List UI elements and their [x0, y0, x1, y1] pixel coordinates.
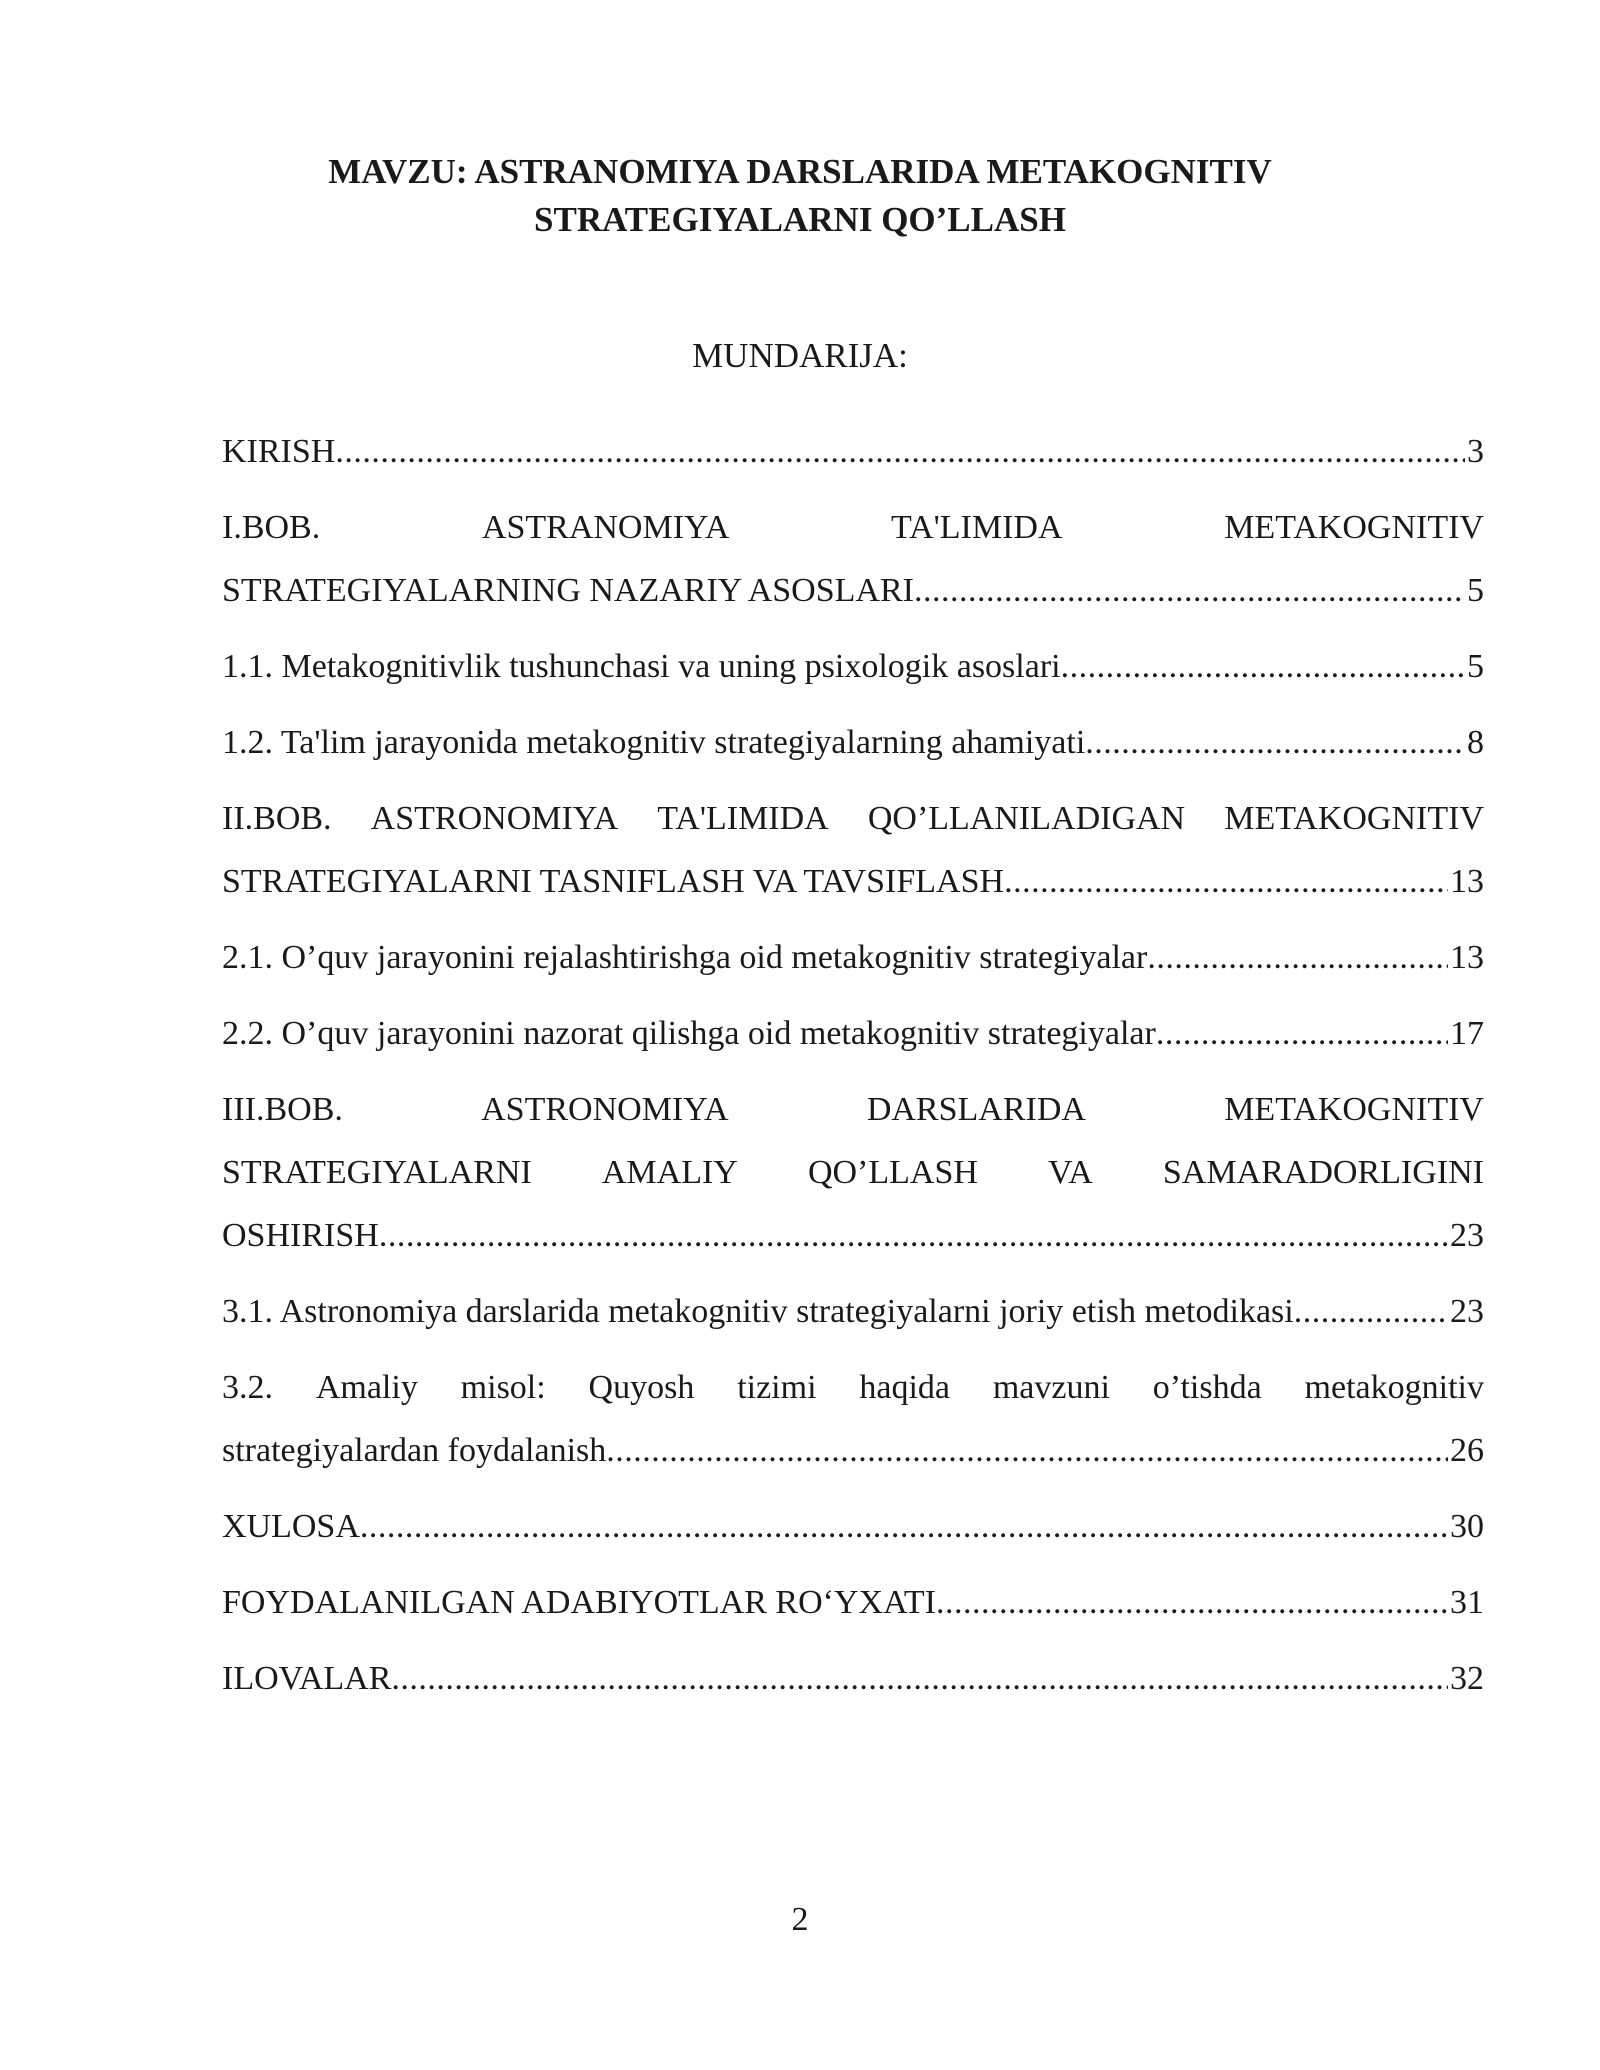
toc-entry-text: 1.2. Ta'lim jarayonida metakognitiv strategiyalarning ahamiyati: [222, 724, 1086, 761]
toc-entry-2-2: [222, 1002, 1484, 1065]
toc-heading: MUNDARIJA:: [692, 336, 908, 375]
toc-word: STRATEGIYALARNI: [222, 1154, 532, 1191]
toc-word: QO’LLASH: [807, 1154, 978, 1191]
toc-leader-dots: [914, 559, 1465, 622]
toc-page-number: 30: [1450, 1508, 1484, 1545]
toc-leader-dots: [360, 1495, 1448, 1558]
toc-word: TA'LIMIDA: [891, 509, 1063, 546]
toc-page-number: 23: [1450, 1293, 1484, 1330]
toc-word: o’tishda: [1152, 1369, 1262, 1406]
toc-entry-adabiyotlar: [222, 1571, 1484, 1634]
toc-entry-text: FOYDALANILGAN ADABIYOTLAR RO‘YXATI: [222, 1584, 936, 1621]
toc-entry-line: [222, 1078, 1484, 1141]
toc-word: VA: [1048, 1154, 1093, 1191]
toc-entry-bob3: [222, 1078, 1484, 1267]
toc-page-number: 5: [1467, 648, 1484, 685]
toc-entry-text: strategiyalardan foydalanish: [222, 1432, 607, 1469]
toc-entry-text: STRATEGIYALARNING NAZARIY ASOSLARI: [222, 572, 914, 609]
toc-entry-kirish: [222, 420, 1484, 483]
toc-page-number: 3: [1467, 433, 1484, 470]
toc-leader-dots: [1147, 926, 1448, 989]
title-line-2: STRATEGIYALARNI QO’LLASH: [534, 200, 1066, 239]
toc-leader-dots: [1156, 1002, 1448, 1065]
toc-word: I.BOB.: [222, 509, 321, 546]
toc-word: metakognitiv: [1304, 1369, 1484, 1406]
toc-word: tizimi: [737, 1369, 817, 1406]
document-title: [0, 148, 1600, 244]
toc-entry-3-2: [222, 1356, 1484, 1482]
toc-word: haqida: [859, 1369, 950, 1406]
toc-entry-ilovalar: [222, 1647, 1484, 1710]
toc-word: misol:: [460, 1369, 546, 1406]
toc-entry-1-1: [222, 635, 1484, 698]
toc-page-number: 5: [1467, 572, 1484, 609]
toc-entry-text: STRATEGIYALARNI TASNIFLASH VA TAVSIFLASH: [222, 863, 1005, 900]
toc-word: II.BOB.: [222, 800, 332, 837]
toc-leader-dots: [936, 1571, 1448, 1634]
toc-entry-text: ILOVALAR: [222, 1660, 392, 1697]
toc-word: Amaliy: [315, 1369, 418, 1406]
toc-word: Quyosh: [588, 1369, 695, 1406]
toc-entry-text: 2.2. O’quv jarayonini nazorat qilishga oid metakognitiv strategiyalar: [222, 1015, 1156, 1052]
toc-entry-text: XULOSA: [222, 1508, 360, 1545]
toc-word: mavzuni: [992, 1369, 1110, 1406]
toc-entry-2-1: [222, 926, 1484, 989]
toc-word: III.BOB.: [222, 1091, 343, 1128]
title-line-1: MAVZU: ASTRANOMIYA DARSLARIDA METAKOGNITIV: [328, 152, 1272, 191]
toc-entry-line: [222, 1356, 1484, 1419]
toc-word: ASTRONOMIYA: [481, 1091, 729, 1128]
toc-entry-text: 2.1. O’quv jarayonini rejalashtirishga oid metakognitiv strategiyalar: [222, 939, 1148, 976]
toc-word: ASTRONOMIYA: [370, 800, 619, 837]
toc-word: METAKOGNITIV: [1224, 800, 1484, 837]
toc-page-number: 17: [1450, 1015, 1484, 1052]
toc-leader-dots: [335, 420, 1465, 483]
toc-word: AMALIY: [601, 1154, 738, 1191]
toc-leader-dots: [379, 1204, 1448, 1267]
toc-entry-line: [222, 1141, 1484, 1204]
toc-leader-dots: [1085, 711, 1465, 774]
toc-word: ASTRANOMIYA: [481, 509, 730, 546]
toc-entry-text: 3.1. Astronomiya darslarida metakognitiv strategiyalarni joriy etish metodikasi: [222, 1293, 1294, 1330]
table-of-contents: [222, 420, 1484, 1723]
toc-leader-dots: [1061, 635, 1465, 698]
toc-entry-xulosa: [222, 1495, 1484, 1558]
toc-leader-dots: [391, 1647, 1448, 1710]
toc-page-number: 23: [1450, 1217, 1484, 1254]
toc-entry-1-2: [222, 711, 1484, 774]
toc-page-number: 8: [1467, 724, 1484, 761]
page-number: 2: [791, 1901, 809, 1938]
toc-page-number: 13: [1450, 863, 1484, 900]
toc-word: METAKOGNITIV: [1224, 509, 1484, 546]
toc-entry-3-1: [222, 1280, 1484, 1343]
toc-word: TA'LIMIDA: [657, 800, 829, 837]
toc-page-number: 13: [1450, 939, 1484, 976]
toc-entry-bob1: [222, 496, 1484, 622]
toc-entry-text: 1.1. Metakognitivlik tushunchasi va uning psixologik asoslari: [222, 648, 1061, 685]
toc-word: DARSLARIDA: [866, 1091, 1086, 1128]
toc-entry-bob2: [222, 787, 1484, 913]
toc-entry-text: OSHIRISH: [222, 1217, 379, 1254]
toc-word: QO’LLANILADIGAN: [867, 800, 1186, 837]
toc-leader-dots: [1294, 1280, 1448, 1343]
toc-page-number: 31: [1450, 1584, 1484, 1621]
toc-leader-dots: [606, 1419, 1448, 1482]
toc-word: SAMARADORLIGINI: [1162, 1154, 1484, 1191]
toc-leader-dots: [1004, 850, 1448, 913]
toc-page-number: 26: [1450, 1432, 1484, 1469]
toc-entry-text: KIRISH: [222, 433, 336, 470]
toc-word: 3.2.: [222, 1369, 273, 1406]
toc-entry-line: [222, 787, 1484, 850]
toc-entry-line: [222, 496, 1484, 559]
toc-word: METAKOGNITIV: [1224, 1091, 1484, 1128]
toc-page-number: 32: [1450, 1660, 1484, 1697]
